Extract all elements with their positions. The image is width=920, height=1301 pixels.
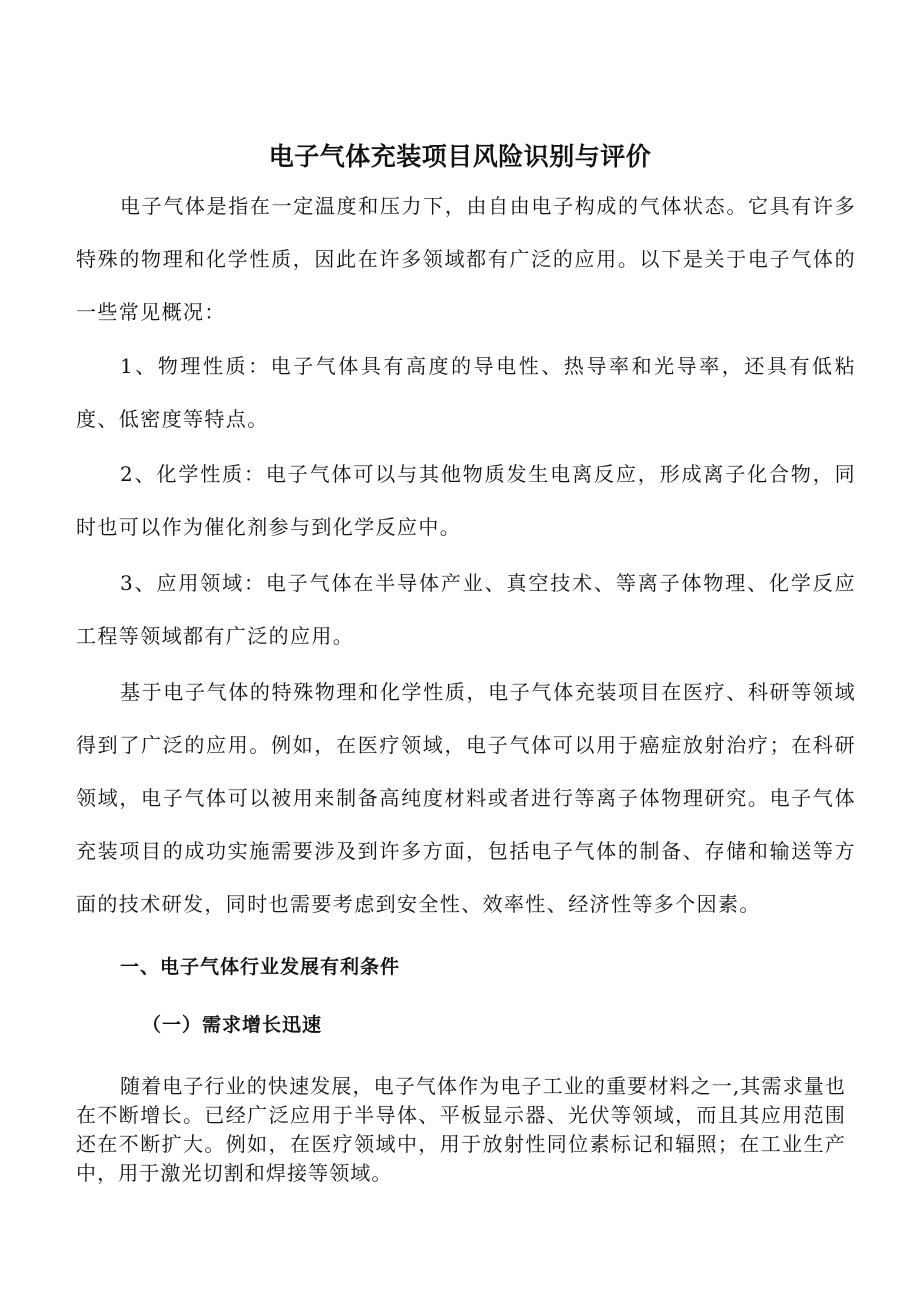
intro-paragraph: 电子气体是指在一定温度和压力下，由自由电子构成的气体状态。它具有许多特殊的物理和化学性质，因此在许多领域都有广泛的应用。以下是关于电子气体的一些常见概况： xyxy=(76,194,856,324)
item-chemical-properties: 2、化学性质：电子气体可以与其他物质发生电离反应，形成离子化合物，同时也可以作为催化剂参与到化学反应中。 xyxy=(76,462,856,539)
subsection-body: 随着电子行业的快速发展，电子气体作为电子工业的重要材料之一,其需求量也在不断增长。已经广泛应用于半导体、平板显示器、光伏等领域，而且其应用范围还在不断扩大。例如，在医疗领域中，用于放射性同位素标记和辐照；在工业生产中，用于激光切割和焊接等领域。 xyxy=(76,1074,846,1185)
item-physical-properties: 1、物理性质：电子气体具有高度的导电性、热导率和光导率，还具有低粘度、低密度等特点。 xyxy=(76,354,856,431)
document-title: 电子气体充装项目风险识别与评价 xyxy=(268,141,652,171)
subsection-heading: （一）需求增长迅速 xyxy=(142,1014,323,1036)
summary-paragraph: 基于电子气体的特殊物理和化学性质，电子气体充装项目在医疗、科研等领域得到了广泛的应用。例如，在医疗领域，电子气体可以用于癌症放射治疗；在科研领域，电子气体可以被用来制备高纯度材料或者进行等离子体物理研究。电子气体充装项目的成功实施需要涉及到许多方面，包括电子气体的制备、存储和输送等方面的技术研发，同时也需要考虑到安全性、效率性、经济性等多个因素。 xyxy=(76,680,856,916)
item-application-fields: 3、应用领域：电子气体在半导体产业、真空技术、等离子体物理、化学反应工程等领域都有广泛的应用。 xyxy=(76,571,856,648)
section-heading: 一、电子气体行业发展有利条件 xyxy=(120,956,401,978)
